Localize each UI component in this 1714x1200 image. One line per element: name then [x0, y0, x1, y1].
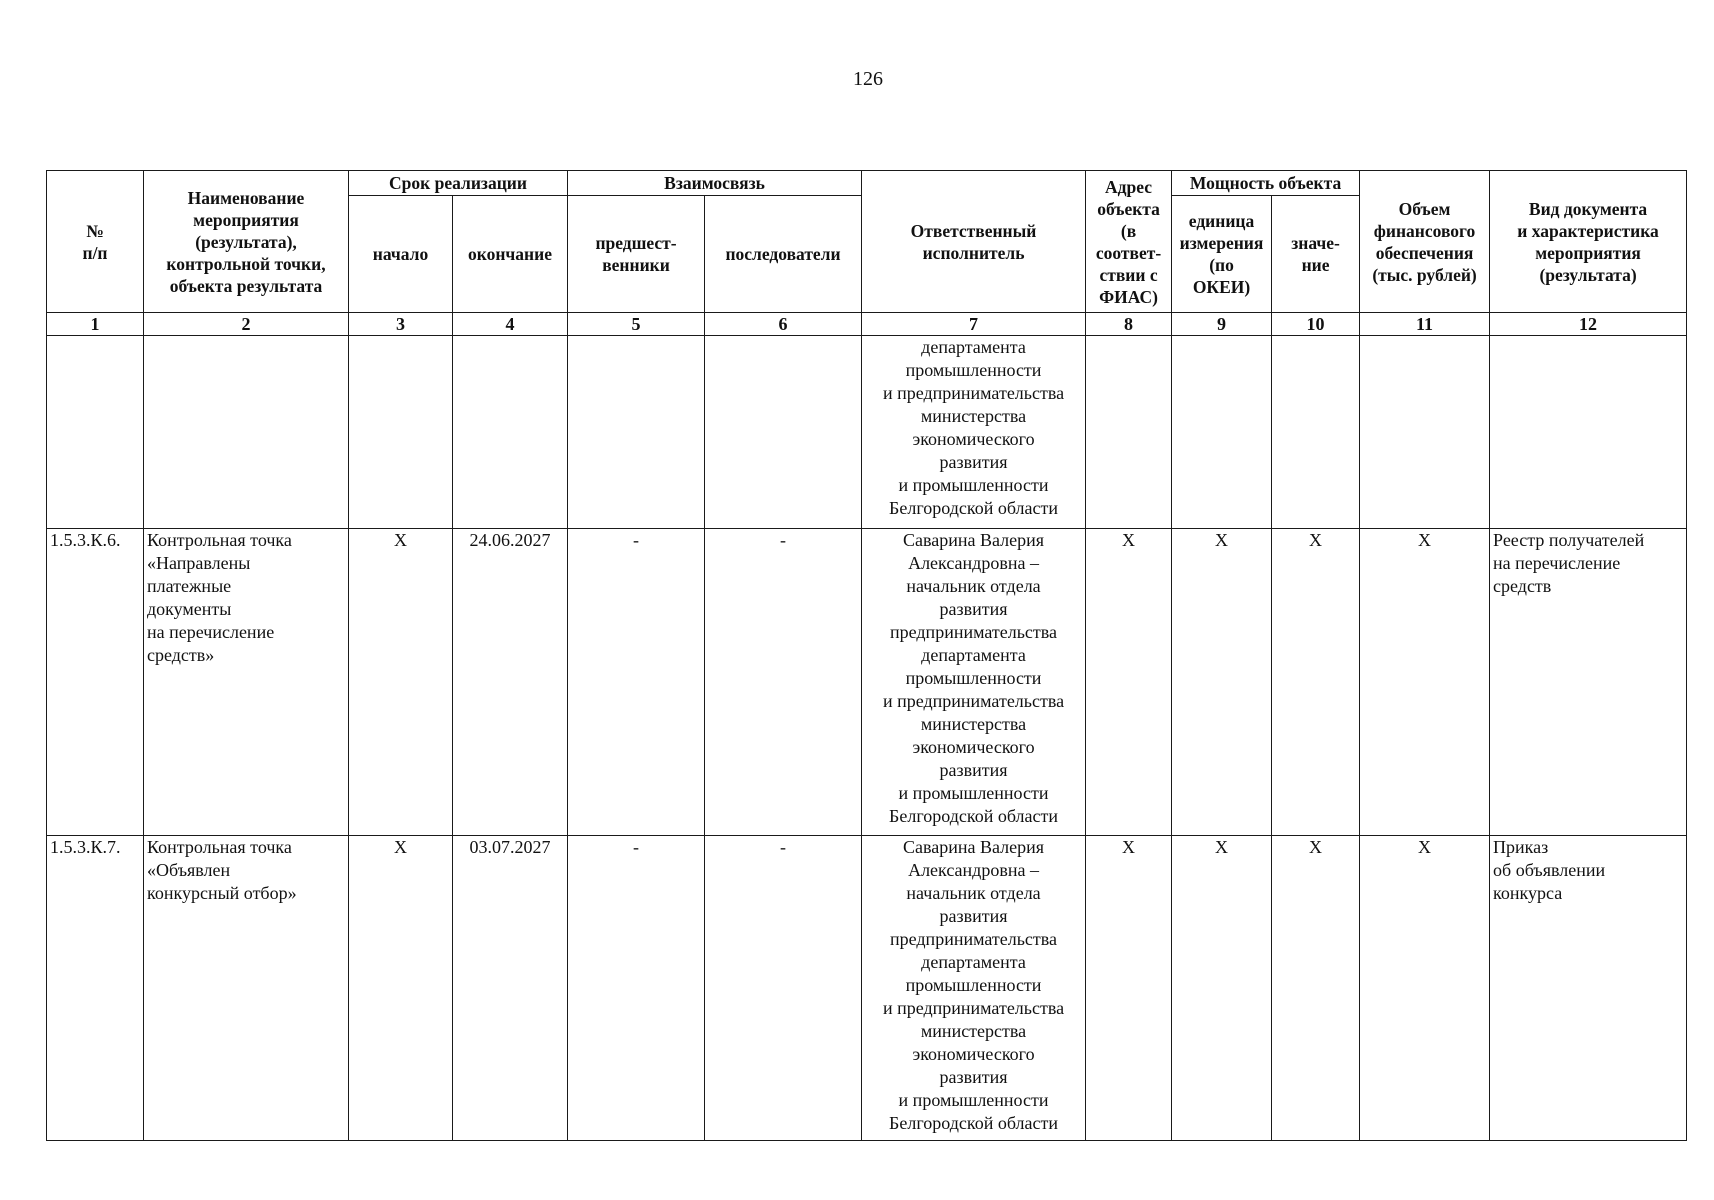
continuation-row: [47, 336, 1687, 529]
header-successors: последователи: [705, 196, 862, 313]
cell-doc-type: Реестр получателей на перечисление средств: [1490, 529, 1687, 836]
header-address: Адрес объекта (в соответ- ствии с ФИАС): [1086, 171, 1172, 313]
header-responsible: Ответственный исполнитель: [862, 171, 1086, 313]
header-term-group: Срок реализации: [349, 171, 568, 196]
cell-name: [144, 336, 349, 529]
cell-address: [1086, 336, 1172, 529]
table-row: [47, 836, 1687, 1141]
cell-name: Контрольная точка «Направлены платежные документы на перечисление средств»: [144, 529, 349, 836]
column-number-row: [47, 313, 1687, 336]
cell-predecessors: [568, 336, 705, 529]
cell-address: X: [1086, 836, 1172, 1141]
table-row: [47, 529, 1687, 836]
cell-doc-type: [1490, 336, 1687, 529]
column-number: 2: [144, 313, 349, 336]
cell-predecessors: -: [568, 529, 705, 836]
cell-unit: X: [1172, 529, 1272, 836]
header-finance: Объем финансового обеспечения (тыс. рублей): [1360, 171, 1490, 313]
cell-value: [1272, 336, 1360, 529]
cell-predecessors: -: [568, 836, 705, 1141]
column-number: 12: [1490, 313, 1687, 336]
cell-finance: [1360, 336, 1490, 529]
cell-unit: [1172, 336, 1272, 529]
cell-end: 24.06.2027: [453, 529, 568, 836]
cell-value: X: [1272, 836, 1360, 1141]
cell-responsible: департамента промышленности и предпринимательства министерства экономического развития и промышленности Белгородской области: [862, 336, 1086, 529]
cell-responsible: Саварина Валерия Александровна – начальник отдела развития предпринимательства департамента промышленности и предпринимательства министерства экономического развития и промышленности Белгородской области: [862, 529, 1086, 836]
cell-successors: -: [705, 836, 862, 1141]
cell-start: X: [349, 836, 453, 1141]
cell-finance: X: [1360, 529, 1490, 836]
header-value: значе- ние: [1272, 196, 1360, 313]
column-number: 10: [1272, 313, 1360, 336]
cell-value: X: [1272, 529, 1360, 836]
cell-end: [453, 336, 568, 529]
cell-unit: X: [1172, 836, 1272, 1141]
column-number: 8: [1086, 313, 1172, 336]
column-number: 5: [568, 313, 705, 336]
column-number: 4: [453, 313, 568, 336]
cell-successors: -: [705, 529, 862, 836]
header-unit: единица измерения (по ОКЕИ): [1172, 196, 1272, 313]
cell-num: 1.5.3.К.6.: [47, 529, 144, 836]
cell-start: [349, 336, 453, 529]
cell-address: X: [1086, 529, 1172, 836]
column-number: 3: [349, 313, 453, 336]
header-num: № п/п: [47, 171, 144, 313]
cell-finance: X: [1360, 836, 1490, 1141]
page-number: 126: [853, 68, 883, 90]
cell-num: [47, 336, 144, 529]
cell-name: Контрольная точка «Объявлен конкурсный отбор»: [144, 836, 349, 1141]
cell-successors: [705, 336, 862, 529]
cell-doc-type: Приказ об объявлении конкурса: [1490, 836, 1687, 1141]
cell-responsible: Саварина Валерия Александровна – начальник отдела развития предпринимательства департамента промышленности и предпринимательства министерства экономического развития и промышленности Белгородской области: [862, 836, 1086, 1141]
cell-num: 1.5.3.К.7.: [47, 836, 144, 1141]
header-start: начало: [349, 196, 453, 313]
column-number: 9: [1172, 313, 1272, 336]
plan-table: [46, 170, 1687, 1141]
column-number: 11: [1360, 313, 1490, 336]
column-number: 6: [705, 313, 862, 336]
column-number: 1: [47, 313, 144, 336]
column-number: 7: [862, 313, 1086, 336]
header-row-top: [47, 171, 1687, 196]
header-predecessors: предшест- венники: [568, 196, 705, 313]
header-link-group: Взаимосвязь: [568, 171, 862, 196]
header-end: окончание: [453, 196, 568, 313]
cell-end: 03.07.2027: [453, 836, 568, 1141]
header-capacity-group: Мощность объекта: [1172, 171, 1360, 196]
header-doc-type: Вид документа и характеристика мероприятия (результата): [1490, 171, 1687, 313]
header-name: Наименование мероприятия (результата), контрольной точки, объекта результата: [144, 171, 349, 313]
cell-start: X: [349, 529, 453, 836]
